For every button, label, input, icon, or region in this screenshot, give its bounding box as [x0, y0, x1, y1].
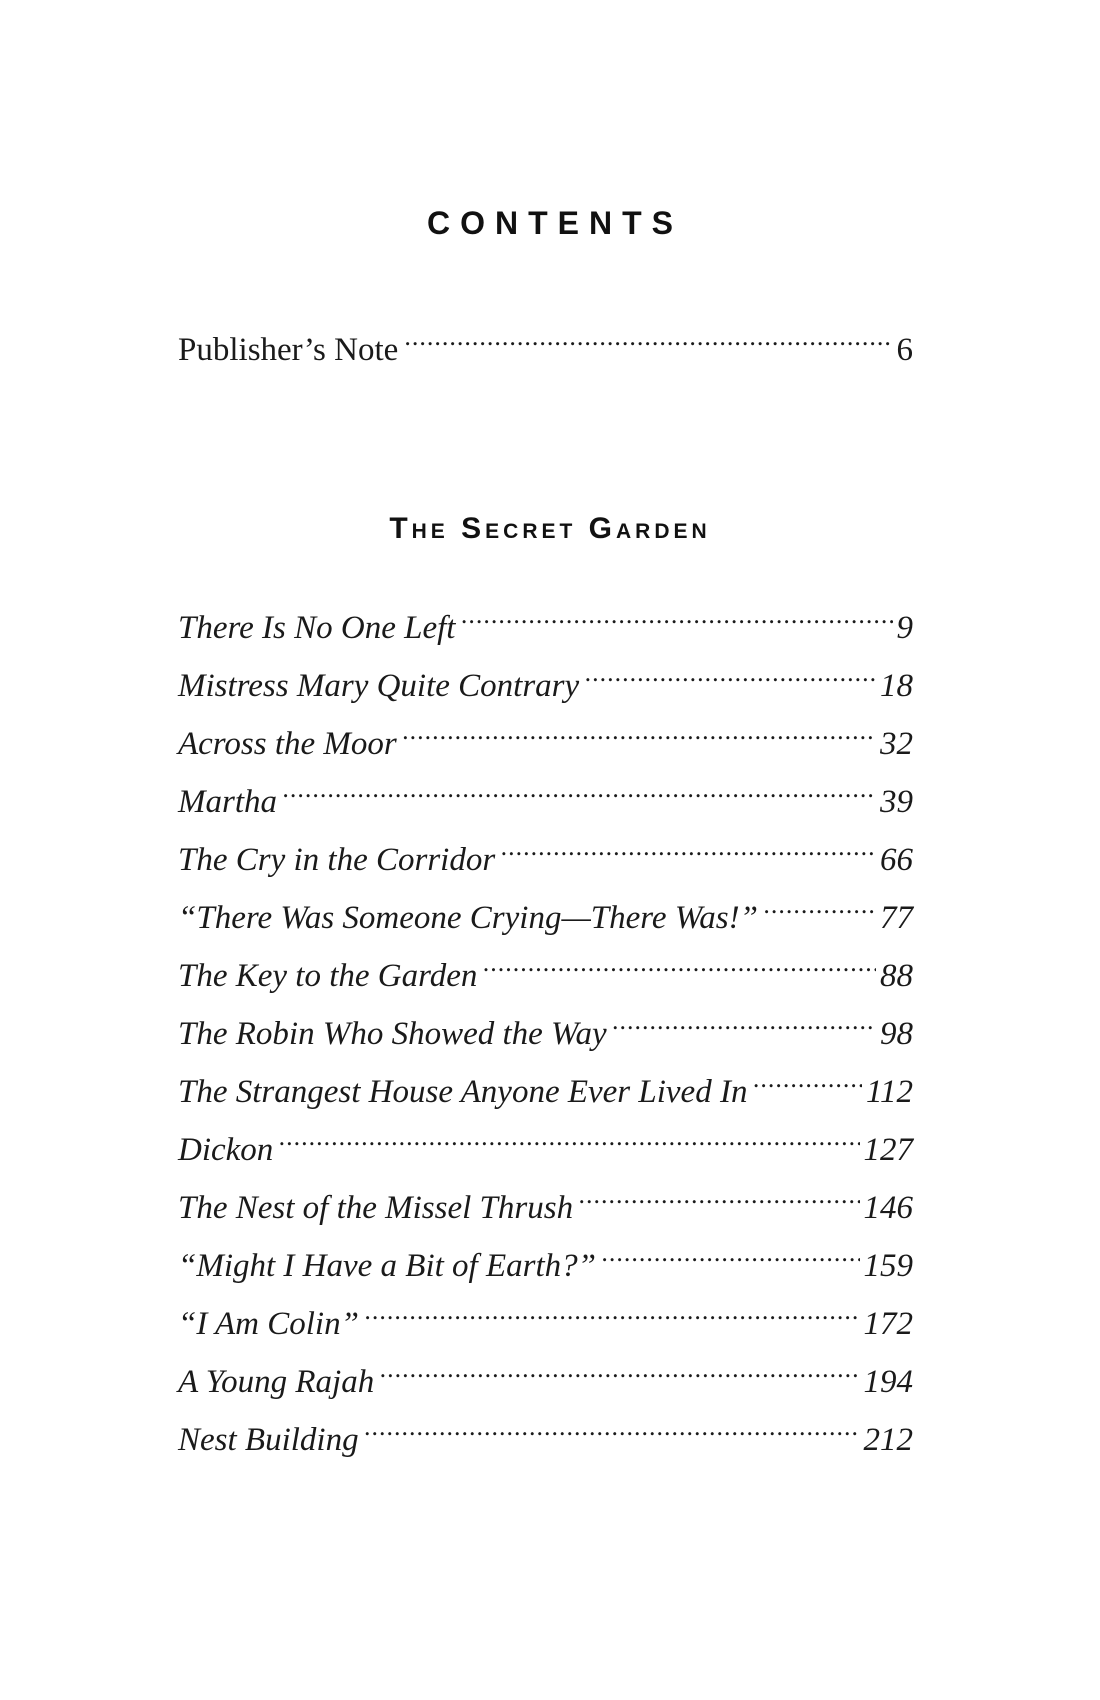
dot-leader	[753, 1054, 861, 1102]
toc-entry[interactable]	[178, 648, 913, 704]
toc-entry-page: 18	[880, 668, 913, 704]
dot-leader	[613, 996, 876, 1044]
toc-entry[interactable]	[178, 590, 913, 646]
toc-entry-page: 159	[863, 1248, 913, 1284]
toc-entry[interactable]	[178, 1344, 913, 1400]
toc-entry-title: Martha	[178, 784, 277, 820]
dot-leader	[380, 1344, 859, 1392]
dot-leader	[365, 1286, 860, 1334]
toc-entry-page: 194	[863, 1364, 913, 1400]
toc-entry-title: Nest Building	[178, 1422, 359, 1458]
toc-entry[interactable]	[178, 1402, 913, 1458]
toc-entry-title: The Strangest House Anyone Ever Lived In	[178, 1074, 748, 1110]
dot-leader	[602, 1228, 860, 1276]
dot-leader	[764, 880, 876, 928]
toc-entry[interactable]	[178, 938, 913, 994]
toc-entry[interactable]	[178, 996, 913, 1052]
toc-entry-page: 66	[880, 842, 913, 878]
dot-leader	[585, 648, 876, 696]
toc-entry-page: 39	[880, 784, 913, 820]
toc-entry-title: Dickon	[178, 1132, 274, 1168]
toc-entry-title: “Might I Have a Bit of Earth?”	[178, 1248, 596, 1284]
toc-entry[interactable]	[178, 1054, 913, 1110]
toc-entry-title: “I Am Colin”	[178, 1306, 359, 1342]
dot-leader	[403, 706, 876, 754]
dot-leader	[501, 822, 876, 870]
toc-entry-title: The Nest of the Missel Thrush	[178, 1190, 574, 1226]
toc-entry-page: 172	[863, 1306, 913, 1342]
toc-entry-title: The Cry in the Corridor	[178, 842, 496, 878]
toc-entry-page: 212	[863, 1422, 913, 1458]
toc-entry[interactable]	[178, 880, 913, 936]
toc-entry[interactable]	[178, 822, 913, 878]
section-title: The Secret Garden	[389, 512, 711, 545]
toc-entry-title: Mistress Mary Quite Contrary	[178, 668, 580, 704]
dot-leader	[461, 590, 892, 638]
toc-entry-page: 112	[865, 1074, 913, 1110]
dot-leader	[279, 1112, 859, 1160]
toc-entry-page: 6	[896, 332, 913, 368]
toc-entry-title: Publisher’s Note	[178, 332, 399, 368]
toc-entry[interactable]	[178, 1112, 913, 1168]
toc-entry-title: A Young Rajah	[178, 1364, 375, 1400]
toc-entry[interactable]	[178, 1170, 913, 1226]
toc-entry-title: “There Was Someone Crying—There Was!”	[178, 900, 758, 936]
dot-leader	[483, 938, 876, 986]
toc-entry-title: Across the Moor	[178, 726, 397, 762]
toc-entry-title: There Is No One Left	[178, 610, 456, 646]
toc-entry-title: The Key to the Garden	[178, 958, 478, 994]
toc-entry-page: 98	[880, 1016, 913, 1052]
toc-entry-title: The Robin Who Showed the Way	[178, 1016, 607, 1052]
toc-entry-page: 32	[880, 726, 913, 762]
toc-entry-page: 146	[863, 1190, 913, 1226]
toc-entry-page: 127	[863, 1132, 913, 1168]
toc-entry-page: 88	[880, 958, 913, 994]
toc-entry-publishers-note[interactable]	[178, 312, 913, 368]
contents-heading: CONTENTS	[427, 205, 683, 241]
dot-leader	[579, 1170, 859, 1218]
dot-leader	[283, 764, 876, 812]
toc-entry[interactable]	[178, 706, 913, 762]
toc-entry-page: 9	[896, 610, 913, 646]
toc-entry-page: 77	[880, 900, 913, 936]
toc-entry[interactable]	[178, 1228, 913, 1284]
dot-leader	[365, 1402, 860, 1450]
toc-entry[interactable]	[178, 764, 913, 820]
dot-leader	[404, 312, 892, 360]
toc-entry[interactable]	[178, 1286, 913, 1342]
